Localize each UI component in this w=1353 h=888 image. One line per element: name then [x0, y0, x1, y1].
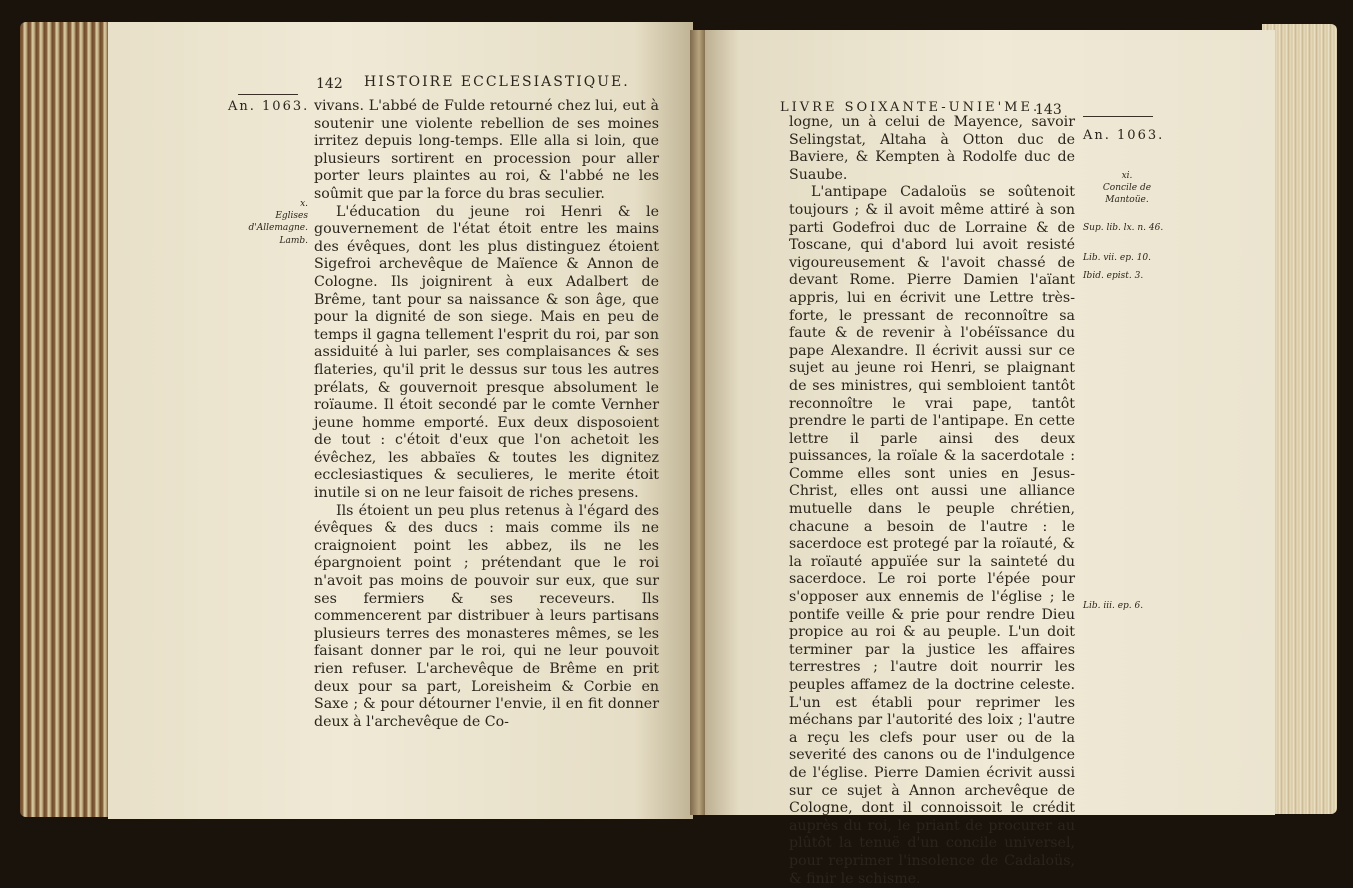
- left-page-number: 142: [316, 76, 343, 92]
- left-paragraph: vivans. L'abbé de Fulde retourné chez lui, eut à soutenir une violente rebellion de ses moines irritez depuis long-temps. Elle alla si loin, que plusieurs sortirent en procession pour aller porter leurs plaintes au roi, & l'abbé ne les soûmit que par la force du bras seculier.: [314, 98, 659, 202]
- left-margin-note-section: x.: [300, 199, 308, 209]
- left-paragraph: L'éducation du jeune roi Henri & le gouvernement de l'état étoit entre les mains des évêques, dont les plus distinguez étoient Sigefroi archevêque de Maïence & Annon de Cologne. Ils joignirent à eux Adalbert de Brême, tant pour sa naissance & son âge, que pour la dignité de son siege. Mais en peu de temps il gagna tellement l'esprit du roi, par son assiduité à lui parler, ses complaisances & ses flateries, qu'il prit le dessus sur tous les autres prélats, & gouvernoit presque absolument le roïaume. Il étoit secondé par le comte Vernher jeune homme emporté. Eux deux disposoient de tout : c'étoit d'eux que l'on achetoit les évêchez, les abbaïes & toutes les dignitez ecclesiastiques & seculieres, le merite étoit inutile si on ne leur faisoit de riches presens.: [314, 203, 659, 502]
- year-rule: [238, 94, 298, 95]
- right-margin-note-ref: Lib. vii. ep. 10.: [1083, 253, 1152, 263]
- right-margin-note-section: xi.: [1121, 171, 1133, 181]
- year-rule: [1083, 116, 1153, 117]
- right-page-number: 143: [1035, 102, 1062, 118]
- right-margin-note-title: Concile de Mantoüe.: [1102, 183, 1152, 205]
- right-year: An. 1063.: [1083, 128, 1165, 143]
- left-paragraph: Ils étoient un peu plus retenus à l'égard des évêques & des ducs : mais comme ils ne craignoient point les abbez, ils ne les épargnoient point ; prétendant que le roi n'avoit pas moins de pouvoir sur eux, que sur ses fermiers & ses receveurs. Ils commencerent par distribuer à leurs partisans plusieurs terres des monasteres mêmes, se les faisant donner par le roi, qui ne leur pouvoit rien refuser. L'archevêque de Brême en prit deux pour sa part, Loreisheim & Corbie en Saxe ; & pour détourner l'envie, il en fit donner deux à l'archevêque de Co-: [314, 502, 659, 730]
- right-paragraph: logne, un à celui de Mayence, savoir Selingstat, Altaha à Otton duc de Baviere, & Kempten à Rodolfe duc de Suaube.: [789, 114, 1075, 183]
- left-margin-note-title: Eglises d'Allemagne.: [248, 211, 308, 233]
- right-page: [705, 30, 1275, 887]
- right-running-head: LIVRE SOIXANTE-UNIE'ME.: [780, 100, 1041, 115]
- left-body-text: [314, 98, 659, 731]
- left-page: [108, 22, 693, 819]
- left-running-head: HISTOIRE ECCLESIASTIQUE.: [364, 74, 630, 90]
- right-body-text: [789, 114, 1075, 888]
- right-margin-note-ref: Lib. iii. ep. 6.: [1083, 601, 1144, 611]
- left-year: An. 1063.: [228, 99, 310, 114]
- right-margin-note-ref: Ibid. epist. 3.: [1083, 271, 1144, 281]
- left-margin-note-source: Lamb.: [279, 236, 308, 246]
- right-paragraph: L'antipape Cadaloüs se soûtenoit toujours ; & il avoit même attiré à son parti Godefroi duc de Lorraine & de Toscane, qui d'abord lui avoit resisté vigoureusement & l'avoit chassé de devant Rome. Pierre Damien l'aïant appris, lui en écrivit une Lettre très-forte, le pressant de reconnoître sa faute & de revenir à l'obéïssance du pape Alexandre. Il écrivit aussi sur ce sujet au jeune roi Henri, se plaignant de ses ministres, qui sembloient tantôt reconnoître le vrai pape, tantôt prendre le parti de l'antipape. En cette lettre il parle ainsi des deux puissances, la roïale & la sacerdotale : Comme elles sont unies en Jesus-Christ, elles ont aussi une alliance mutuelle dans le peuple chrétien, chacune a besoin de l'autre : le sacerdoce est protegé par la roïauté, & la roïauté appuïée sur la sainteté du sacerdoce. Le roi porte l'épée pour s'opposer aux ennemis de l'église ; le pontife veille & prie pour rendre Dieu propice au roi & au peuple. L'un doit terminer par la justice les affaires terrestres ; l'autre doit nourrir les peuples affamez de la doctrine celeste. L'un est établi pour reprimer les méchans par l'autorité des loix ; l'autre a reçu les clefs pour user ou de la severité des canons ou de l'indulgence de l'église. Pierre Damien écrivit aussi sur ce sujet à Annon archevêque de Cologne, dont il connoissoit le crédit auprès du roi, le priant de procurer au plûtôt la tenuë d'un concile universel, pour reprimer l'insolence de Cadaloüs, & finir le schisme.: [789, 184, 1075, 887]
- right-margin-note-ref: Sup. lib. lx. n. 46.: [1083, 223, 1164, 233]
